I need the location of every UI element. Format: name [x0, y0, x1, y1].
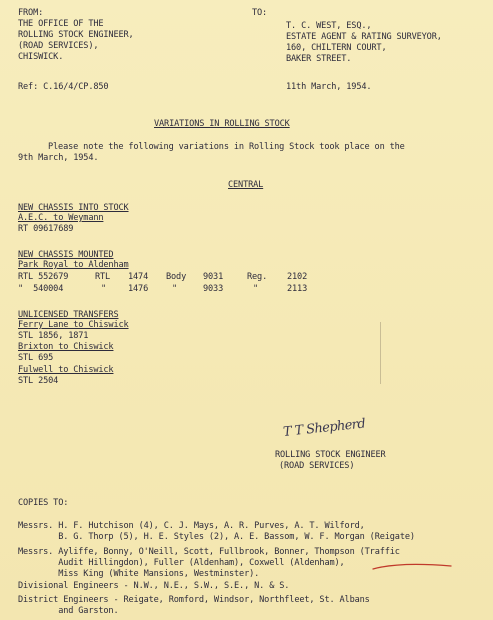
- from-line: THE OFFICE OF THE: [18, 19, 104, 29]
- signatory-title: ROLLING STOCK ENGINEER: [275, 450, 386, 460]
- from-label: FROM:: [18, 8, 44, 18]
- table-cell: " 540004: [18, 284, 64, 294]
- signatory-title: (ROAD SERVICES): [279, 461, 355, 471]
- table-cell: 1474: [128, 272, 149, 282]
- copies-line: Messrs. H. F. Hutchison (4), C. J. Mays, A. R. Purves, A. T. Wilford,: [18, 521, 365, 531]
- table-cell: 2113: [287, 284, 308, 294]
- to-line: 160, CHILTERN COURT,: [286, 43, 387, 53]
- paper-crease: [380, 322, 381, 384]
- new-chassis-mounted-heading: NEW CHASSIS MOUNTED: [18, 250, 114, 260]
- new-chassis-stock-heading: NEW CHASSIS INTO STOCK: [18, 203, 129, 213]
- table-cell: Body: [166, 272, 187, 282]
- red-pencil-mark: [371, 563, 453, 571]
- to-line: ESTATE AGENT & RATING SURVEYOR,: [286, 32, 442, 42]
- transfer-route: Fulwell to Chiswick: [18, 365, 114, 375]
- reference: Ref: C.16/4/CP.850: [18, 82, 109, 92]
- table-cell: 1476: [128, 284, 149, 294]
- table-cell: ": [101, 284, 107, 294]
- copies-line: Miss King (White Mansions, Westminster).: [18, 569, 260, 579]
- transfer-route: Brixton to Chiswick: [18, 342, 114, 352]
- memo-title: VARIATIONS IN ROLLING STOCK: [154, 119, 290, 129]
- from-line: CHISWICK.: [18, 52, 64, 62]
- handwritten-signature: T T Shepherd: [282, 416, 366, 440]
- copies-line: Messrs. Ayliffe, Bonny, O'Neill, Scott, Fullbrook, Bonner, Thompson (Traffic: [18, 547, 400, 557]
- copies-line: and Garston.: [18, 606, 119, 616]
- table-cell: RTL 552679: [18, 272, 69, 282]
- unlicensed-heading: UNLICENSED TRANSFERS: [18, 310, 119, 320]
- table-cell: 2102: [287, 272, 308, 282]
- intro-line: 9th March, 1954.: [18, 153, 99, 163]
- copies-line: B. G. Thorp (5), H. E. Styles (2), A. E. Bassom, W. F. Morgan (Reigate): [18, 532, 415, 542]
- transfer-route: Ferry Lane to Chiswick: [18, 320, 129, 330]
- copies-line: District Engineers - Reigate, Romford, Windsor, Northfleet, St. Albans: [18, 595, 370, 605]
- to-line: T. C. WEST, ESQ.,: [286, 21, 372, 31]
- to-line: BAKER STREET.: [286, 54, 352, 64]
- table-cell: 9033: [203, 284, 224, 294]
- memo-date: 11th March, 1954.: [286, 82, 372, 92]
- table-cell: RTL: [95, 272, 111, 282]
- transfer-item: STL 1856, 1871: [18, 331, 89, 341]
- to-label: TO:: [252, 8, 268, 18]
- table-cell: 9031: [203, 272, 224, 282]
- table-cell: ": [253, 284, 259, 294]
- new-chassis-stock-route: A.E.C. to Weymann: [18, 213, 104, 223]
- copies-heading: COPIES TO:: [18, 498, 69, 508]
- copies-line: Audit Hillingdon), Fuller (Aldenham), Coxwell (Aldenham),: [18, 558, 345, 568]
- new-chassis-mounted-route: Park Royal to Aldenham: [18, 260, 129, 270]
- section-heading: CENTRAL: [228, 180, 264, 190]
- intro-line: Please note the following variations in Rolling Stock took place on the: [48, 142, 405, 152]
- table-cell: Reg.: [247, 272, 268, 282]
- transfer-item: STL 2504: [18, 376, 59, 386]
- from-line: ROLLING STOCK ENGINEER,: [18, 30, 134, 40]
- table-cell: ": [172, 284, 178, 294]
- new-chassis-stock-item: RT 09617689: [18, 224, 74, 234]
- transfer-item: STL 695: [18, 353, 54, 363]
- copies-line: Divisional Engineers - N.W., N.E., S.W., S.E., N. & S.: [18, 581, 290, 591]
- from-line: (ROAD SERVICES),: [18, 41, 99, 51]
